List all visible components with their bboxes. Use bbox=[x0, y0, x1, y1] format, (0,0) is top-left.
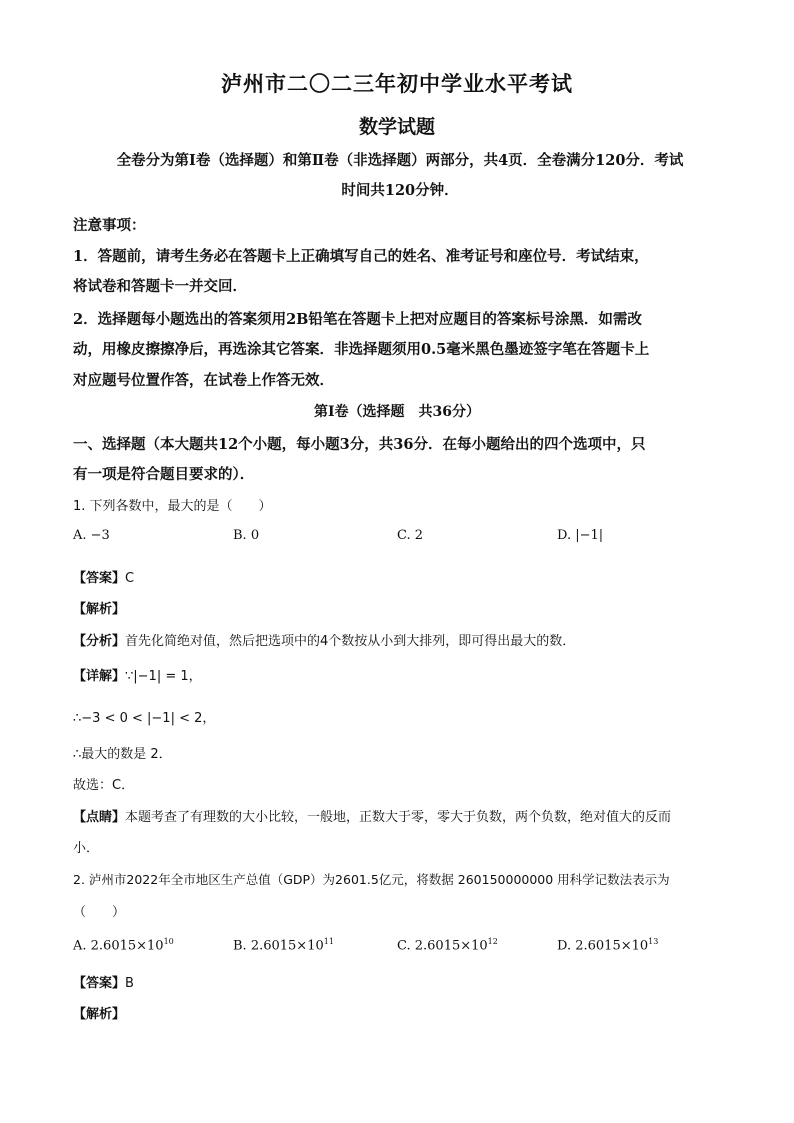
q1-option-d: D. |−1| bbox=[557, 528, 604, 543]
q1-fenxi bbox=[73, 630, 575, 649]
answer-value: C bbox=[125, 571, 135, 586]
q2-analysis bbox=[73, 1003, 125, 1022]
q1-stem: 1. 下列各数中，最大的是（ ） bbox=[73, 499, 272, 514]
q2-option-a bbox=[73, 937, 174, 953]
fenxi-text: 首先化简绝对值，然后把选项中的4个数按从小到大排列，即可得出最大的数． bbox=[125, 634, 576, 649]
q2-option-b-base: B. 2.6015×10 bbox=[233, 938, 324, 954]
dianjing-tag: 【点睛】 bbox=[73, 810, 126, 825]
q2-option-c-base: C. 2.6015×10 bbox=[397, 938, 488, 954]
xiangjie-text: ∵|−1| = 1， bbox=[125, 669, 202, 684]
fenxi-tag: 【分析】 bbox=[73, 634, 126, 649]
q2-answer bbox=[73, 972, 134, 991]
q1-step-2: ∴−3 < 0 < |−1| < 2， bbox=[73, 711, 216, 726]
q1-dianjing-line-2: 小． bbox=[73, 841, 100, 856]
intro-line-2: 时间共120分钟． bbox=[341, 182, 459, 199]
q1-option-c: C. 2 bbox=[397, 528, 424, 543]
exam-title: 泸州市二〇二三年初中学业水平考试 bbox=[221, 71, 573, 96]
section-title: 第Ⅰ卷（选择题 共36分） bbox=[313, 404, 481, 420]
q2-option-a-exp: 10 bbox=[163, 937, 174, 946]
answer-value: B bbox=[125, 976, 134, 991]
exam-intro bbox=[70, 146, 730, 206]
q2-option-b-exp: 11 bbox=[323, 937, 334, 946]
q1-analysis bbox=[73, 598, 125, 617]
analysis-tag: 【解析】 bbox=[73, 602, 126, 617]
q1-step-3: ∴最大的数是 2． bbox=[73, 747, 172, 762]
note-2-line-2: 动，用橡皮擦擦净后，再选涂其它答案．非选择题须用0.5毫米黑色墨迹签字笔在答题卡上 bbox=[73, 341, 650, 358]
q2-option-d-base: D. 2.6015×10 bbox=[557, 938, 649, 954]
q1-dianjing bbox=[73, 806, 671, 825]
answer-tag: 【答案】 bbox=[73, 571, 126, 586]
dianjing-text: 本题考查了有理数的大小比较，一般地，正数大于零，零大于负数，两个负数，绝对值大的反而 bbox=[125, 810, 672, 825]
note-1-line-1: 1．答题前，请考生务必在答题卡上正确填写自己的姓名、准考证号和座位号．考试结束， bbox=[73, 248, 649, 265]
note-2-line-3: 对应题号位置作答，在试卷上作答无效． bbox=[73, 372, 334, 389]
q2-stem-line-1: 2. 泸州市2022年全市地区生产总值（GDP）为2601.5亿元，将数据 260150000000 用科学记数法表示为 bbox=[73, 872, 670, 887]
exam-subtitle: 数学试题 bbox=[358, 116, 435, 138]
answer-tag: 【答案】 bbox=[73, 976, 126, 991]
q2-option-c bbox=[397, 937, 498, 953]
q2-option-d-exp: 13 bbox=[648, 937, 659, 946]
q1-option-b: B. 0 bbox=[233, 528, 260, 543]
analysis-tag: 【解析】 bbox=[73, 1007, 126, 1022]
part-heading-line-2: 有一项是符合题目要求的）． bbox=[73, 466, 255, 483]
q1-xiangjie bbox=[73, 665, 202, 684]
q1-answer bbox=[73, 567, 134, 586]
q2-stem-line-2: （ ） bbox=[73, 905, 126, 920]
q2-option-c-exp: 12 bbox=[487, 937, 498, 946]
part-heading-line-1: 一、选择题（本大题共12个小题，每小题3分，共36分．在每小题给出的四个选项中，只 bbox=[73, 436, 646, 453]
q1-choice: 故选：C． bbox=[73, 778, 135, 793]
note-1-line-2: 将试卷和答题卡一并交回． bbox=[73, 278, 247, 295]
q2-option-b bbox=[233, 937, 334, 953]
xiangjie-tag: 【详解】 bbox=[73, 669, 126, 684]
q1-option-a: A. −3 bbox=[73, 528, 110, 543]
note-2-line-1: 2．选择题每小题选出的答案须用2B铅笔在答题卡上把对应题目的答案标号涂黑．如需改 bbox=[73, 311, 642, 328]
q2-option-d bbox=[557, 937, 658, 953]
intro-line-1: 全卷分为第Ⅰ卷（选择题）和第Ⅱ卷（非选择题）两部分，共4页．全卷满分120分．考试 bbox=[116, 152, 684, 169]
notes-heading: 注意事项： bbox=[73, 217, 146, 234]
q2-option-a-base: A. 2.6015×10 bbox=[73, 938, 164, 954]
